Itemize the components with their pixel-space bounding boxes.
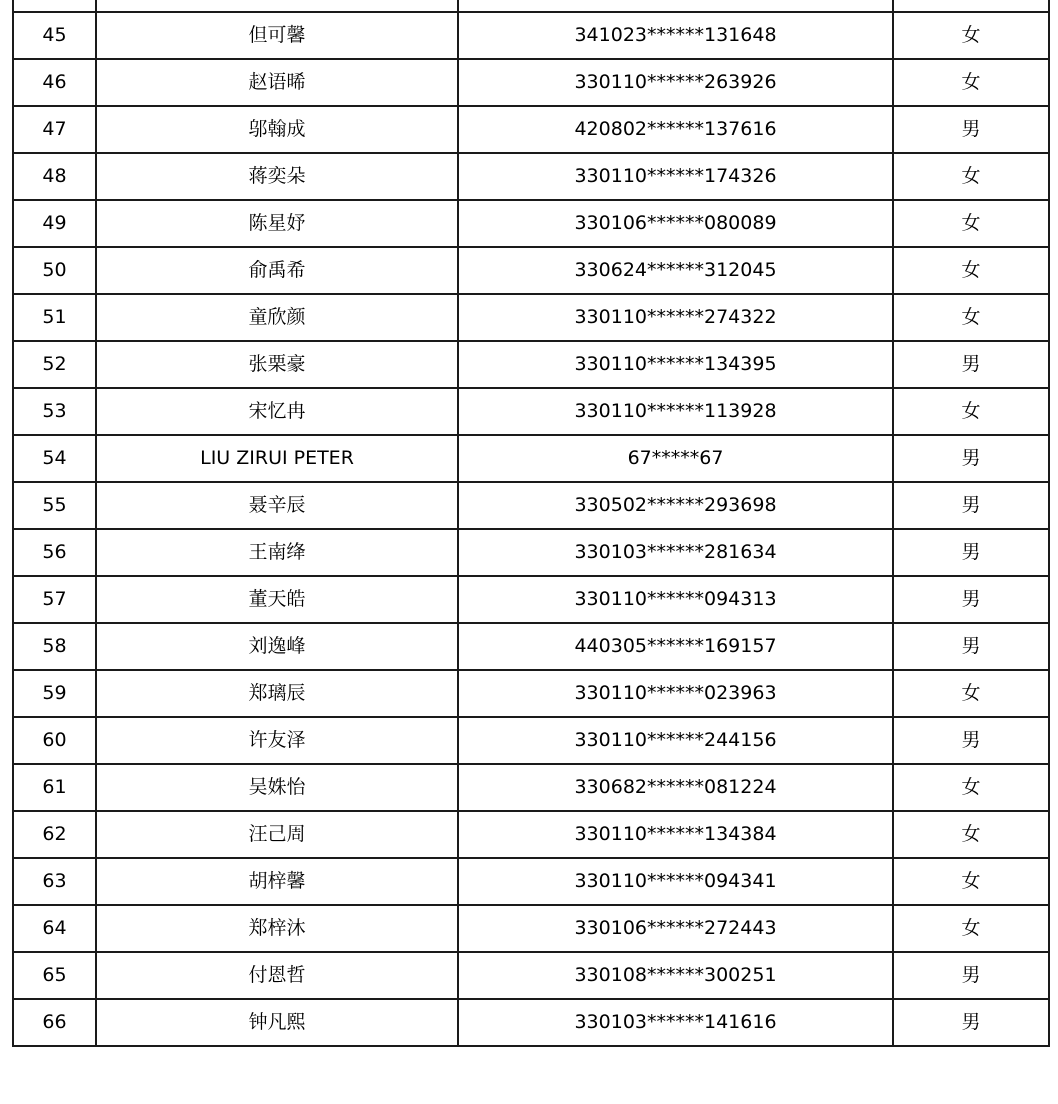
id-number: 330103******281634: [458, 529, 893, 576]
row-number: 46: [13, 59, 96, 106]
table-row: [13, 576, 1049, 623]
student-name: 刘逸峰: [96, 623, 458, 670]
table-row: [13, 388, 1049, 435]
student-name: 王南绛: [96, 529, 458, 576]
roster-sheet: [12, 0, 1048, 1047]
student-name: 董天皓: [96, 576, 458, 623]
id-number: 330110******134395: [458, 341, 893, 388]
row-number: 63: [13, 858, 96, 905]
row-number: 64: [13, 905, 96, 952]
table-row: [13, 623, 1049, 670]
id-number: 330682******081224: [458, 764, 893, 811]
row-number: 66: [13, 999, 96, 1046]
table-row: [13, 247, 1049, 294]
table-row: [13, 341, 1049, 388]
row-number: 54: [13, 435, 96, 482]
student-name: 邬翰成: [96, 106, 458, 153]
row-number: 57: [13, 576, 96, 623]
gender: 女: [893, 247, 1049, 294]
id-number: 330110******274322: [458, 294, 893, 341]
student-name: 赵语晞: [96, 59, 458, 106]
gender: 男: [893, 576, 1049, 623]
table-row: [13, 435, 1049, 482]
gender: 女: [893, 388, 1049, 435]
table-row: [13, 670, 1049, 717]
table-row: [13, 717, 1049, 764]
id-number: 67*****67: [458, 435, 893, 482]
row-number: 55: [13, 482, 96, 529]
id-number: 341023******131648: [458, 12, 893, 59]
row-number: 61: [13, 764, 96, 811]
row-number: 56: [13, 529, 96, 576]
id-number: 330106******272443: [458, 905, 893, 952]
id-number: 330103******141616: [458, 999, 893, 1046]
table-row: [13, 59, 1049, 106]
student-name: LIU ZIRUI PETER: [96, 435, 458, 482]
row-number: 62: [13, 811, 96, 858]
gender: 女: [893, 764, 1049, 811]
id-number: 440305******169157: [458, 623, 893, 670]
id-number: 330106******080089: [458, 200, 893, 247]
id-number: 330110******094313: [458, 576, 893, 623]
student-name: 俞禹希: [96, 247, 458, 294]
table-row: [13, 12, 1049, 59]
gender: 女: [893, 811, 1049, 858]
gender: 男: [893, 106, 1049, 153]
id-number: 330110******023963: [458, 670, 893, 717]
header-cell-id: [458, 0, 893, 12]
gender: 女: [893, 200, 1049, 247]
id-number: 330110******263926: [458, 59, 893, 106]
student-name: 宋忆冉: [96, 388, 458, 435]
table-row: [13, 294, 1049, 341]
gender: 女: [893, 670, 1049, 717]
gender: 男: [893, 623, 1049, 670]
header-cell-no: [13, 0, 96, 12]
row-number: 53: [13, 388, 96, 435]
table-row: [13, 858, 1049, 905]
gender: 女: [893, 59, 1049, 106]
id-number: 330110******174326: [458, 153, 893, 200]
student-name: 钟凡熙: [96, 999, 458, 1046]
id-number: 330110******134384: [458, 811, 893, 858]
row-number: 59: [13, 670, 96, 717]
row-number: 65: [13, 952, 96, 999]
table-row: [13, 905, 1049, 952]
gender: 男: [893, 952, 1049, 999]
student-name: 童欣颜: [96, 294, 458, 341]
student-name: 郑璃辰: [96, 670, 458, 717]
student-name: 蒋奕朵: [96, 153, 458, 200]
row-number: 58: [13, 623, 96, 670]
row-number: 50: [13, 247, 96, 294]
table-row: [13, 811, 1049, 858]
student-name: 陈星妤: [96, 200, 458, 247]
id-number: 330110******244156: [458, 717, 893, 764]
student-name: 但可馨: [96, 12, 458, 59]
id-number: 330624******312045: [458, 247, 893, 294]
gender: 女: [893, 905, 1049, 952]
table-row: [13, 529, 1049, 576]
student-name: 付恩哲: [96, 952, 458, 999]
gender: 男: [893, 529, 1049, 576]
table-row: [13, 952, 1049, 999]
table-row: [13, 153, 1049, 200]
student-name: 聂辛辰: [96, 482, 458, 529]
row-number: 49: [13, 200, 96, 247]
row-number: 60: [13, 717, 96, 764]
student-name: 张栗豪: [96, 341, 458, 388]
row-number: 51: [13, 294, 96, 341]
student-name: 汪己周: [96, 811, 458, 858]
table-row: [13, 999, 1049, 1046]
header-cell-sex: [893, 0, 1049, 12]
student-name: 吴姝怡: [96, 764, 458, 811]
gender: 女: [893, 153, 1049, 200]
student-name: 郑梓沐: [96, 905, 458, 952]
table-header-row-clipped: [13, 0, 1049, 12]
gender: 男: [893, 999, 1049, 1046]
roster-body: [13, 0, 1049, 1046]
id-number: 330110******094341: [458, 858, 893, 905]
gender: 男: [893, 717, 1049, 764]
id-number: 330502******293698: [458, 482, 893, 529]
gender: 女: [893, 858, 1049, 905]
student-name: 胡梓馨: [96, 858, 458, 905]
id-number: 330110******113928: [458, 388, 893, 435]
id-number: 420802******137616: [458, 106, 893, 153]
table-row: [13, 200, 1049, 247]
row-number: 47: [13, 106, 96, 153]
id-number: 330108******300251: [458, 952, 893, 999]
gender: 男: [893, 341, 1049, 388]
table-row: [13, 764, 1049, 811]
table-row: [13, 106, 1049, 153]
row-number: 45: [13, 12, 96, 59]
student-roster-table: [12, 0, 1050, 1047]
gender: 女: [893, 294, 1049, 341]
student-name: 许友泽: [96, 717, 458, 764]
row-number: 48: [13, 153, 96, 200]
gender: 女: [893, 12, 1049, 59]
row-number: 52: [13, 341, 96, 388]
gender: 男: [893, 482, 1049, 529]
header-cell-name: [96, 0, 458, 12]
table-row: [13, 482, 1049, 529]
gender: 男: [893, 435, 1049, 482]
